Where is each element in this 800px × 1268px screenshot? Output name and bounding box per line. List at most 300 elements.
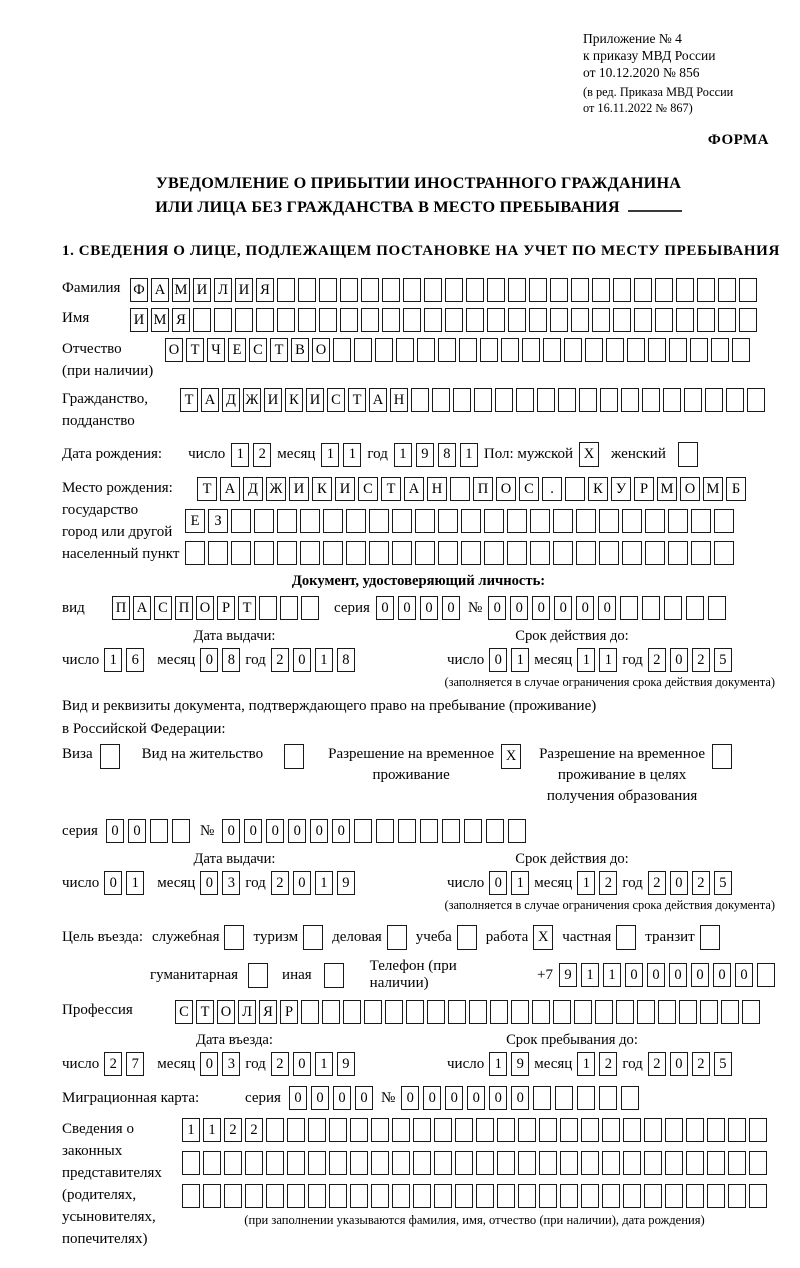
char-cell[interactable]: М <box>151 308 169 332</box>
char-cell[interactable]: 0 <box>293 1052 311 1076</box>
char-cell[interactable] <box>438 509 458 533</box>
char-cell[interactable]: 1 <box>203 1118 221 1142</box>
char-cell[interactable]: 0 <box>713 963 731 987</box>
char-cell[interactable]: 2 <box>648 1052 666 1076</box>
char-cell[interactable]: 1 <box>489 1052 507 1076</box>
char-cell[interactable] <box>455 1151 473 1175</box>
char-cell[interactable] <box>707 1118 725 1142</box>
char-cell[interactable] <box>665 1184 683 1208</box>
char-cell[interactable] <box>644 1118 662 1142</box>
char-cell[interactable]: 0 <box>293 648 311 672</box>
char-cell[interactable] <box>539 1118 557 1142</box>
char-cell[interactable] <box>537 388 555 412</box>
char-cell[interactable] <box>403 308 421 332</box>
char-cell[interactable] <box>497 1184 515 1208</box>
char-cell[interactable] <box>495 388 513 412</box>
char-cell[interactable] <box>497 1151 515 1175</box>
char-cell[interactable]: 3 <box>222 1052 240 1076</box>
char-cell[interactable]: 2 <box>692 648 710 672</box>
char-cell[interactable] <box>621 388 639 412</box>
char-cell[interactable] <box>301 596 319 620</box>
char-cell[interactable] <box>413 1118 431 1142</box>
char-cell[interactable] <box>319 308 337 332</box>
char-cell[interactable] <box>518 1151 536 1175</box>
char-cell[interactable]: 2 <box>104 1052 122 1076</box>
char-cell[interactable]: Р <box>634 477 654 501</box>
char-cell[interactable] <box>245 1184 263 1208</box>
char-cell[interactable]: 2 <box>271 871 289 895</box>
char-cell[interactable] <box>644 1151 662 1175</box>
char-cell[interactable] <box>655 308 673 332</box>
char-cell[interactable] <box>571 278 589 302</box>
char-cell[interactable] <box>361 308 379 332</box>
char-cell[interactable] <box>280 596 298 620</box>
char-cell[interactable] <box>686 1151 704 1175</box>
char-cell[interactable]: 0 <box>554 596 572 620</box>
char-cell[interactable] <box>530 509 550 533</box>
char-cell[interactable]: 0 <box>489 1086 507 1110</box>
char-cell[interactable]: И <box>130 308 148 332</box>
char-cell[interactable] <box>322 1000 340 1024</box>
char-cell[interactable]: Т <box>197 477 217 501</box>
char-cell[interactable]: 0 <box>489 871 507 895</box>
char-cell[interactable] <box>718 308 736 332</box>
char-cell[interactable] <box>658 1000 676 1024</box>
char-cell[interactable]: И <box>264 388 282 412</box>
char-cell[interactable]: 1 <box>577 871 595 895</box>
char-cell[interactable] <box>277 278 295 302</box>
char-cell[interactable] <box>728 1151 746 1175</box>
char-cell[interactable] <box>700 1000 718 1024</box>
char-cell[interactable] <box>486 819 504 843</box>
char-cell[interactable] <box>747 388 765 412</box>
char-cell[interactable]: 8 <box>438 443 456 467</box>
char-cell[interactable] <box>308 1184 326 1208</box>
char-cell[interactable] <box>376 819 394 843</box>
char-cell[interactable] <box>476 1118 494 1142</box>
char-cell[interactable] <box>539 1184 557 1208</box>
purpose-work-checkbox[interactable]: X <box>533 925 553 950</box>
char-cell[interactable] <box>406 1000 424 1024</box>
char-cell[interactable]: О <box>165 338 183 362</box>
char-cell[interactable]: М <box>703 477 723 501</box>
char-cell[interactable] <box>508 308 526 332</box>
char-cell[interactable]: 2 <box>271 1052 289 1076</box>
char-cell[interactable] <box>340 308 358 332</box>
char-cell[interactable]: 0 <box>200 871 218 895</box>
char-cell[interactable] <box>530 541 550 565</box>
char-cell[interactable]: Т <box>270 338 288 362</box>
char-cell[interactable]: 0 <box>625 963 643 987</box>
char-cell[interactable]: 0 <box>420 596 438 620</box>
char-cell[interactable]: 0 <box>106 819 124 843</box>
char-cell[interactable] <box>668 541 688 565</box>
char-cell[interactable] <box>757 963 775 987</box>
char-cell[interactable]: И <box>235 278 253 302</box>
char-cell[interactable] <box>464 819 482 843</box>
char-cell[interactable]: 0 <box>669 963 687 987</box>
char-cell[interactable]: 0 <box>200 1052 218 1076</box>
char-cell[interactable] <box>245 1151 263 1175</box>
char-cell[interactable] <box>392 541 412 565</box>
char-cell[interactable]: А <box>133 596 151 620</box>
char-cell[interactable] <box>484 541 504 565</box>
char-cell[interactable] <box>592 308 610 332</box>
char-cell[interactable] <box>697 308 715 332</box>
char-cell[interactable] <box>476 1184 494 1208</box>
char-cell[interactable]: 0 <box>200 648 218 672</box>
char-cell[interactable]: Л <box>238 1000 256 1024</box>
char-cell[interactable]: О <box>196 596 214 620</box>
char-cell[interactable] <box>497 1118 515 1142</box>
char-cell[interactable] <box>350 1151 368 1175</box>
char-cell[interactable]: И <box>306 388 324 412</box>
char-cell[interactable]: Т <box>381 477 401 501</box>
char-cell[interactable] <box>490 1000 508 1024</box>
char-cell[interactable] <box>287 1184 305 1208</box>
char-cell[interactable] <box>354 338 372 362</box>
char-cell[interactable] <box>450 477 470 501</box>
char-cell[interactable] <box>532 1000 550 1024</box>
char-cell[interactable] <box>507 509 527 533</box>
char-cell[interactable]: Т <box>348 388 366 412</box>
char-cell[interactable] <box>254 541 274 565</box>
char-cell[interactable] <box>679 1000 697 1024</box>
visa-checkbox[interactable] <box>100 744 120 769</box>
char-cell[interactable] <box>581 1151 599 1175</box>
char-cell[interactable] <box>691 541 711 565</box>
char-cell[interactable] <box>600 388 618 412</box>
char-cell[interactable] <box>277 541 297 565</box>
char-cell[interactable]: К <box>285 388 303 412</box>
char-cell[interactable]: . <box>542 477 562 501</box>
char-cell[interactable]: 3 <box>222 871 240 895</box>
char-cell[interactable]: 0 <box>355 1086 373 1110</box>
char-cell[interactable] <box>599 1086 617 1110</box>
char-cell[interactable]: 0 <box>128 819 146 843</box>
char-cell[interactable]: 1 <box>315 1052 333 1076</box>
char-cell[interactable] <box>623 1151 641 1175</box>
char-cell[interactable] <box>455 1184 473 1208</box>
char-cell[interactable] <box>623 1184 641 1208</box>
char-cell[interactable]: 2 <box>692 871 710 895</box>
char-cell[interactable] <box>648 338 666 362</box>
char-cell[interactable]: 1 <box>394 443 412 467</box>
char-cell[interactable]: Н <box>427 477 447 501</box>
char-cell[interactable]: И <box>289 477 309 501</box>
char-cell[interactable]: 0 <box>266 819 284 843</box>
char-cell[interactable]: 0 <box>244 819 262 843</box>
char-cell[interactable] <box>511 1000 529 1024</box>
char-cell[interactable]: К <box>588 477 608 501</box>
char-cell[interactable] <box>417 338 435 362</box>
char-cell[interactable] <box>576 541 596 565</box>
char-cell[interactable]: 0 <box>670 871 688 895</box>
char-cell[interactable] <box>214 308 232 332</box>
char-cell[interactable]: 0 <box>222 819 240 843</box>
char-cell[interactable] <box>665 1151 683 1175</box>
purpose-tourism-checkbox[interactable] <box>303 925 323 950</box>
char-cell[interactable]: Т <box>180 388 198 412</box>
char-cell[interactable] <box>484 509 504 533</box>
char-cell[interactable] <box>182 1184 200 1208</box>
char-cell[interactable] <box>466 308 484 332</box>
char-cell[interactable] <box>392 1184 410 1208</box>
char-cell[interactable] <box>642 596 660 620</box>
char-cell[interactable] <box>480 338 498 362</box>
char-cell[interactable]: Я <box>256 278 274 302</box>
char-cell[interactable] <box>585 338 603 362</box>
char-cell[interactable] <box>469 1000 487 1024</box>
char-cell[interactable] <box>266 1118 284 1142</box>
char-cell[interactable] <box>749 1151 767 1175</box>
char-cell[interactable] <box>231 509 251 533</box>
char-cell[interactable] <box>346 509 366 533</box>
sex-female-checkbox[interactable] <box>678 442 698 467</box>
char-cell[interactable] <box>266 1184 284 1208</box>
char-cell[interactable] <box>676 308 694 332</box>
char-cell[interactable]: 7 <box>126 1052 144 1076</box>
char-cell[interactable] <box>361 278 379 302</box>
char-cell[interactable] <box>501 338 519 362</box>
char-cell[interactable] <box>553 541 573 565</box>
char-cell[interactable]: Ф <box>130 278 148 302</box>
char-cell[interactable]: 1 <box>315 871 333 895</box>
char-cell[interactable]: С <box>175 1000 193 1024</box>
char-cell[interactable] <box>707 1151 725 1175</box>
char-cell[interactable] <box>718 278 736 302</box>
char-cell[interactable] <box>634 278 652 302</box>
char-cell[interactable]: 2 <box>648 648 666 672</box>
sex-male-checkbox[interactable]: X <box>579 442 599 467</box>
char-cell[interactable] <box>558 388 576 412</box>
char-cell[interactable] <box>476 1151 494 1175</box>
char-cell[interactable] <box>742 1000 760 1024</box>
char-cell[interactable]: 0 <box>332 819 350 843</box>
char-cell[interactable]: А <box>220 477 240 501</box>
char-cell[interactable]: 1 <box>126 871 144 895</box>
char-cell[interactable] <box>487 308 505 332</box>
purpose-private-checkbox[interactable] <box>616 925 636 950</box>
char-cell[interactable] <box>668 509 688 533</box>
char-cell[interactable] <box>721 1000 739 1024</box>
char-cell[interactable]: 2 <box>271 648 289 672</box>
char-cell[interactable] <box>571 308 589 332</box>
char-cell[interactable] <box>340 278 358 302</box>
char-cell[interactable] <box>453 388 471 412</box>
char-cell[interactable] <box>576 509 596 533</box>
char-cell[interactable]: 1 <box>599 648 617 672</box>
char-cell[interactable]: 1 <box>581 963 599 987</box>
char-cell[interactable] <box>543 338 561 362</box>
char-cell[interactable] <box>434 1118 452 1142</box>
char-cell[interactable]: С <box>249 338 267 362</box>
char-cell[interactable] <box>445 278 463 302</box>
char-cell[interactable] <box>627 338 645 362</box>
char-cell[interactable]: 0 <box>489 648 507 672</box>
char-cell[interactable] <box>256 308 274 332</box>
char-cell[interactable]: 2 <box>224 1118 242 1142</box>
char-cell[interactable] <box>424 278 442 302</box>
char-cell[interactable] <box>686 1184 704 1208</box>
char-cell[interactable] <box>150 819 168 843</box>
char-cell[interactable] <box>329 1151 347 1175</box>
char-cell[interactable] <box>461 509 481 533</box>
char-cell[interactable] <box>371 1151 389 1175</box>
char-cell[interactable] <box>560 1118 578 1142</box>
char-cell[interactable] <box>595 1000 613 1024</box>
char-cell[interactable]: 9 <box>559 963 577 987</box>
char-cell[interactable] <box>434 1184 452 1208</box>
char-cell[interactable]: Р <box>280 1000 298 1024</box>
char-cell[interactable] <box>445 308 463 332</box>
char-cell[interactable] <box>277 509 297 533</box>
char-cell[interactable]: 9 <box>511 1052 529 1076</box>
char-cell[interactable] <box>277 308 295 332</box>
char-cell[interactable] <box>396 338 414 362</box>
char-cell[interactable] <box>203 1151 221 1175</box>
char-cell[interactable]: 0 <box>532 596 550 620</box>
char-cell[interactable]: А <box>151 278 169 302</box>
char-cell[interactable] <box>392 1118 410 1142</box>
char-cell[interactable]: Ж <box>266 477 286 501</box>
purpose-study-checkbox[interactable] <box>457 925 477 950</box>
char-cell[interactable] <box>235 308 253 332</box>
char-cell[interactable]: 1 <box>577 1052 595 1076</box>
char-cell[interactable]: 0 <box>401 1086 419 1110</box>
char-cell[interactable] <box>308 1151 326 1175</box>
purpose-transit-checkbox[interactable] <box>700 925 720 950</box>
char-cell[interactable]: 8 <box>337 648 355 672</box>
char-cell[interactable] <box>684 388 702 412</box>
char-cell[interactable] <box>413 1151 431 1175</box>
char-cell[interactable] <box>298 278 316 302</box>
char-cell[interactable]: 1 <box>511 648 529 672</box>
char-cell[interactable]: К <box>312 477 332 501</box>
char-cell[interactable]: Н <box>390 388 408 412</box>
char-cell[interactable]: 5 <box>714 648 732 672</box>
rvp-checkbox[interactable]: X <box>501 744 521 769</box>
char-cell[interactable] <box>560 1184 578 1208</box>
char-cell[interactable] <box>442 819 460 843</box>
char-cell[interactable]: 1 <box>104 648 122 672</box>
char-cell[interactable] <box>637 1000 655 1024</box>
char-cell[interactable] <box>308 1118 326 1142</box>
char-cell[interactable] <box>301 1000 319 1024</box>
char-cell[interactable] <box>686 1118 704 1142</box>
char-cell[interactable] <box>371 1118 389 1142</box>
char-cell[interactable]: Д <box>243 477 263 501</box>
char-cell[interactable] <box>714 509 734 533</box>
char-cell[interactable] <box>732 338 750 362</box>
char-cell[interactable] <box>697 278 715 302</box>
char-cell[interactable]: 2 <box>599 1052 617 1076</box>
char-cell[interactable]: Т <box>196 1000 214 1024</box>
char-cell[interactable]: 0 <box>310 819 328 843</box>
char-cell[interactable]: 0 <box>445 1086 463 1110</box>
char-cell[interactable] <box>333 338 351 362</box>
char-cell[interactable] <box>676 278 694 302</box>
char-cell[interactable] <box>705 388 723 412</box>
char-cell[interactable] <box>707 1184 725 1208</box>
char-cell[interactable] <box>323 541 343 565</box>
char-cell[interactable] <box>193 308 211 332</box>
char-cell[interactable] <box>708 596 726 620</box>
char-cell[interactable] <box>634 308 652 332</box>
char-cell[interactable] <box>686 596 704 620</box>
residence-permit-checkbox[interactable] <box>284 744 304 769</box>
char-cell[interactable] <box>644 1184 662 1208</box>
char-cell[interactable] <box>529 308 547 332</box>
char-cell[interactable] <box>728 1118 746 1142</box>
char-cell[interactable] <box>172 819 190 843</box>
char-cell[interactable] <box>415 509 435 533</box>
char-cell[interactable] <box>581 1118 599 1142</box>
char-cell[interactable] <box>663 388 681 412</box>
char-cell[interactable]: 1 <box>460 443 478 467</box>
char-cell[interactable] <box>438 338 456 362</box>
char-cell[interactable] <box>655 278 673 302</box>
char-cell[interactable]: 0 <box>333 1086 351 1110</box>
char-cell[interactable] <box>749 1184 767 1208</box>
char-cell[interactable]: 1 <box>315 648 333 672</box>
char-cell[interactable] <box>622 509 642 533</box>
char-cell[interactable]: Я <box>259 1000 277 1024</box>
char-cell[interactable]: Т <box>238 596 256 620</box>
char-cell[interactable]: Л <box>214 278 232 302</box>
char-cell[interactable]: 0 <box>376 596 394 620</box>
char-cell[interactable] <box>346 541 366 565</box>
char-cell[interactable]: 2 <box>692 1052 710 1076</box>
char-cell[interactable] <box>323 509 343 533</box>
char-cell[interactable]: 6 <box>126 648 144 672</box>
char-cell[interactable] <box>392 509 412 533</box>
char-cell[interactable] <box>254 509 274 533</box>
char-cell[interactable] <box>382 308 400 332</box>
char-cell[interactable]: А <box>369 388 387 412</box>
char-cell[interactable] <box>602 1118 620 1142</box>
char-cell[interactable]: 0 <box>598 596 616 620</box>
char-cell[interactable] <box>350 1118 368 1142</box>
char-cell[interactable] <box>385 1000 403 1024</box>
char-cell[interactable] <box>259 596 277 620</box>
purpose-business-checkbox[interactable] <box>387 925 407 950</box>
char-cell[interactable] <box>185 541 205 565</box>
char-cell[interactable]: 0 <box>691 963 709 987</box>
char-cell[interactable] <box>533 1086 551 1110</box>
char-cell[interactable] <box>398 819 416 843</box>
char-cell[interactable]: 2 <box>253 443 271 467</box>
char-cell[interactable] <box>645 541 665 565</box>
char-cell[interactable]: О <box>496 477 516 501</box>
char-cell[interactable]: Е <box>185 509 205 533</box>
char-cell[interactable]: Д <box>222 388 240 412</box>
char-cell[interactable]: 0 <box>289 1086 307 1110</box>
char-cell[interactable]: М <box>657 477 677 501</box>
char-cell[interactable]: 2 <box>648 871 666 895</box>
char-cell[interactable] <box>319 278 337 302</box>
char-cell[interactable] <box>420 819 438 843</box>
char-cell[interactable]: У <box>611 477 631 501</box>
char-cell[interactable]: 1 <box>577 648 595 672</box>
char-cell[interactable]: 0 <box>647 963 665 987</box>
char-cell[interactable] <box>749 1118 767 1142</box>
char-cell[interactable]: С <box>154 596 172 620</box>
char-cell[interactable] <box>553 1000 571 1024</box>
char-cell[interactable]: Ч <box>207 338 225 362</box>
char-cell[interactable] <box>560 1151 578 1175</box>
char-cell[interactable] <box>459 338 477 362</box>
